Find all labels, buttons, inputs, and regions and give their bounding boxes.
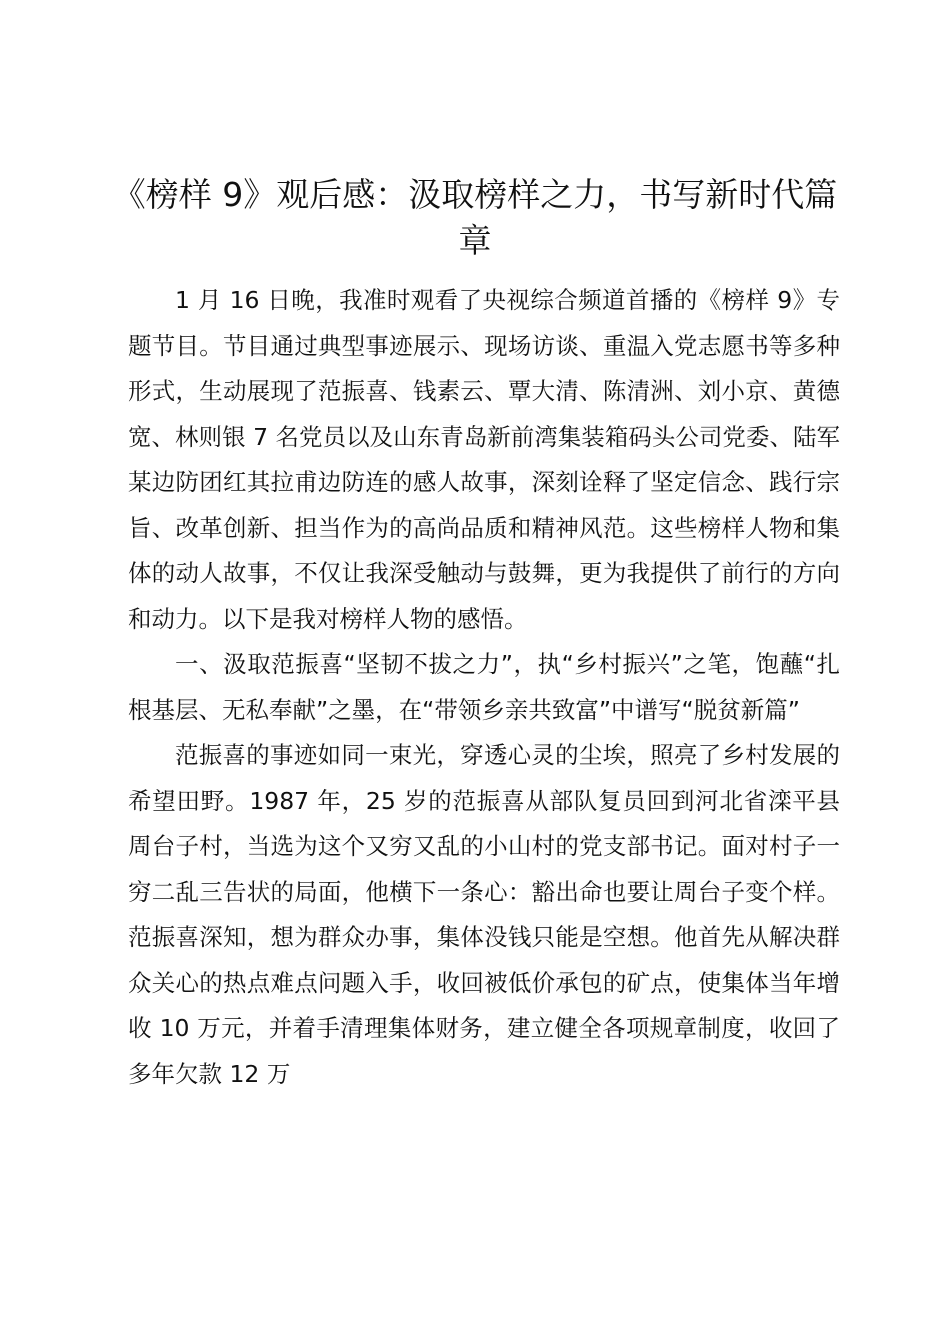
paragraph-section-heading: 一、汲取范振喜“坚韧不拔之力”，执“乡村振兴”之笔，饱蘸“扎根基层、无私奉献”之墨，在“带领乡亲共致富”中谱写“脱贫新篇” — [128, 650, 840, 724]
paragraph-intro: 1 月 16 日晚，我准时观看了央视综合频道首播的《榜样 9》专题节目。节目通过典型事迹展示、现场访谈、重温入党志愿书等多种形式，生动展现了范振喜、钱素云、覃大清、陈清洲、刘小京、黄德宽、林则银 7 名党员以及山东青岛新前湾集装箱码头公司党委、陆军某边防团红其拉甫边防连的感人故事，深刻诠释了坚定信念、践行宗旨、改革创新、担当作为的高尚品质和精神风范。这些榜样人物和集体的动人故事，不仅让我深受触动与鼓舞，更为我提供了前行的方向和动力。以下是我对榜样人物的感悟。 — [128, 286, 840, 633]
document-body — [128, 278, 840, 1097]
paragraph-fan-zhenxi: 范振喜的事迹如同一束光，穿透心灵的尘埃，照亮了乡村发展的希望田野。1987 年，25 岁的范振喜从部队复员回到河北省滦平县周台子村，当选为这个又穷又乱的小山村的党支部书记。面对村子一穷二乱三告状的局面，他横下一条心：豁出命也要让周台子变个样。范振喜深知，想为群众办事，集体没钱只能是空想。他首先从解决群众关心的热点难点问题入手，收回被低价承包的矿点，使集体当年增收 10 万元，并着手清理集体财务，建立健全各项规章制度，收回了多年欠款 12 万 — [128, 741, 840, 1088]
document-title: 《榜样 9》观后感：汲取榜样之力，书写新时代篇章 — [112, 175, 838, 260]
